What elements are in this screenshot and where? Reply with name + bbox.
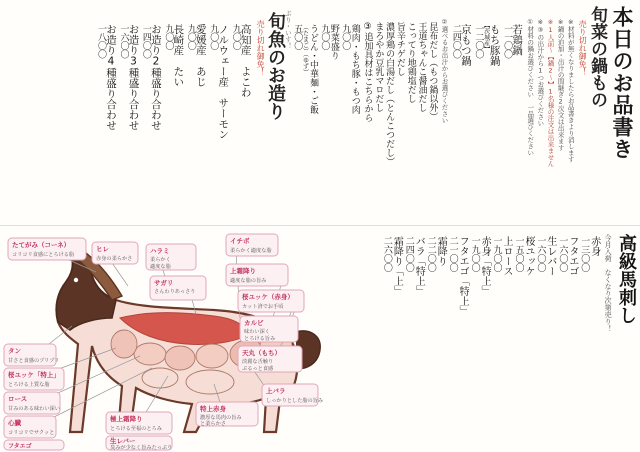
nabe-broth-list — [373, 4, 438, 166]
svg-text:柔らかく: 柔らかく — [150, 257, 171, 263]
svg-text:心臓: 心臓 — [8, 420, 21, 427]
svg-text:甘さと食感のプリプリ: 甘さと食感のプリプリ — [8, 358, 60, 364]
basashi-item-5-name: 赤身「特上」 — [479, 236, 491, 296]
svg-text:コリコリ食感にとろける脂: コリコリ食感にとろける脂 — [12, 252, 75, 258]
nabe-broth-2: こってり地鶏塩だし — [405, 22, 416, 103]
nabe-soldout: 売り切れ御免！ — [578, 20, 588, 76]
menu-item — [502, 4, 522, 174]
menu-item — [140, 4, 160, 174]
nabe-broth-0: 昆布だし（もつ鍋以外） — [427, 22, 438, 121]
svg-text:天丸（もち）: 天丸（もち） — [242, 350, 281, 357]
nabe-extra-2-name: うどん・中華麺・ご飯 — [307, 24, 318, 114]
tsukuri-item-6-name: お造り4種盛り合わせ — [105, 24, 117, 131]
menu-item — [319, 4, 338, 174]
diagram-label-tenmaru — [238, 346, 302, 372]
menu-item — [118, 4, 138, 174]
tsukuri-item-3-price: 九〇〇 — [163, 24, 174, 50]
diagram-label-sakura-yukke-2 — [4, 368, 64, 390]
svg-text:柔らかく適度な脂: 柔らかく適度な脂 — [230, 248, 272, 254]
diagram-label-sagari — [150, 276, 206, 300]
nabe-broth-3: 旨辛チゲだし — [394, 22, 405, 76]
nabe-item-1-name: もち豚鍋 — [488, 24, 501, 66]
nabe-broth-1: 王道ちゃんこ醤油だし — [416, 22, 427, 112]
tsukuri-item-3-name: 長崎産 たい — [172, 24, 185, 87]
svg-text:しっかりとした脂の旨み: しっかりとした脂の旨み — [266, 398, 324, 404]
basashi-row — [513, 230, 533, 376]
svg-text:たてがみ（コーネ）: たてがみ（コーネ） — [12, 242, 71, 249]
nabe-extra-list — [291, 4, 360, 174]
section-nabe — [291, 4, 605, 174]
svg-text:ヒレ: ヒレ — [96, 246, 109, 253]
diagram-label-karubi — [240, 316, 298, 342]
basashi-item-6-name: フタエゴ「特上」 — [457, 236, 469, 316]
svg-text:上バラ: 上バラ — [266, 388, 286, 395]
nabe-extra-0-price: 九〇〇 — [340, 24, 351, 50]
tsukuri-item-1-name: ノルウェー産 サーモン — [217, 24, 230, 140]
svg-text:特上赤身: 特上赤身 — [200, 406, 226, 413]
diagram-label-tategami — [8, 238, 86, 260]
basashi-sub-left: 今月入荷 なくなり次第売り！ — [604, 234, 613, 332]
nabe-extra-0-name: 鶏肉・もち豚・もつ肉 — [349, 24, 360, 114]
basashi-row — [447, 230, 467, 376]
basashi-row — [381, 230, 401, 376]
basashi-item-5-price: 一九〇〇 — [469, 236, 480, 272]
tsukuri-heading: 旬魚のお造り — [265, 12, 286, 120]
nabe-broth-4: 濃厚鶏の白湯だし（とんこつだし） — [384, 22, 395, 166]
nabe-note-2: ※1人前〜【鍋2〜】1名様の注文は出来ません — [546, 18, 555, 167]
nabe-item-2-name: 京もつ鍋 — [459, 24, 472, 66]
svg-text:生レバー: 生レバー — [110, 438, 136, 445]
nabe-item-list — [449, 4, 523, 174]
tsukuri-item-0-name: 高知産 よこわ — [239, 24, 252, 98]
basashi-item-1-name: フタエゴ — [566, 236, 578, 276]
menu-item — [340, 4, 359, 174]
nabe-note-0: ※材料が無くなりましたらお品書きより消します — [566, 18, 575, 163]
basashi-row — [579, 230, 599, 376]
svg-text:ハラミ: ハラミ — [150, 248, 170, 255]
nabe-extra-2-sub: （たまご）（ゆず） — [301, 24, 309, 75]
tsukuri-item-5-name: お造り3種盛り合わせ — [127, 24, 140, 131]
svg-text:桜ユッケ「特上」: 桜ユッケ「特上」 — [8, 372, 60, 379]
tsukuri-item-list — [95, 4, 252, 174]
svg-text:赤身の柔らかさ: 赤身の柔らかさ — [96, 256, 133, 262]
tsukuri-item-5-price: 一六〇〇 — [118, 24, 129, 58]
basashi-item-3-name: 桜ユッケ — [522, 236, 534, 276]
tsukuri-item-2-price: 九〇〇 — [185, 24, 196, 50]
menu-item — [473, 4, 500, 174]
diagram-label-jyoushimofuri — [226, 264, 288, 286]
basashi-item-0-name: 赤身 — [588, 236, 600, 256]
svg-text:淡麗な舌触り: 淡麗な舌触り — [242, 359, 274, 365]
basashi-row — [557, 230, 577, 376]
svg-text:とろける旨み: とろける旨み — [244, 336, 276, 342]
menu-item — [450, 4, 470, 174]
tsukuri-item-0-price: 九〇〇 — [230, 24, 241, 50]
svg-text:サガリ: サガリ — [154, 280, 174, 287]
basashi-row — [491, 230, 511, 376]
page-title: 本日のお品書き — [610, 6, 635, 160]
menu-item — [163, 4, 183, 174]
svg-text:さんわりあっさり: さんわりあっさり — [154, 289, 196, 295]
nabe-item-0-name: 若鶏鍋 — [511, 24, 524, 56]
basashi-item-9-name: 霜降り「上」 — [391, 236, 403, 296]
diagram-label-nama-liver — [106, 436, 172, 451]
nabe-extra-1-price: 九〇〇 — [319, 24, 330, 50]
svg-text:適度な脂: 適度な脂 — [150, 264, 171, 270]
svg-text:臭みが少なく旨みたっぷり: 臭みが少なく旨みたっぷり — [110, 445, 173, 451]
tsukuri-item-1-price: 九〇〇 — [208, 24, 219, 50]
svg-text:極上霜降り: 極上霜降り — [110, 416, 143, 423]
diagram-label-tokujyou-akami — [196, 402, 258, 427]
svg-text:と柔らかさ: と柔らかさ — [200, 421, 226, 427]
basashi-item-3-price: 一五〇〇 — [513, 236, 524, 272]
diagram-label-rousu — [4, 392, 60, 414]
svg-text:甘みのある味わい深い: 甘みのある味わい深い — [8, 406, 60, 412]
svg-text:カルビ: カルビ — [244, 320, 264, 327]
diagram-label-hire — [92, 242, 138, 264]
basashi-row — [403, 230, 423, 376]
basashi-item-8-price: 二四〇〇 — [403, 236, 414, 272]
nabe-item-2-price: 二四〇〇 — [450, 24, 461, 58]
nabe-order-note-a: ①材料の鍋お選びください 一品選びください — [526, 18, 535, 156]
nabe-extra-2-price: 五〇〇 — [292, 24, 303, 50]
svg-text:タン: タン — [8, 348, 21, 355]
svg-text:とろける上質な脂: とろける上質な脂 — [8, 382, 50, 388]
basashi-item-0-price: 一三〇〇 — [579, 236, 590, 272]
menu-item — [96, 4, 116, 174]
svg-text:味わい深く: 味わい深く — [244, 329, 270, 335]
nabe-item-1-sub: 【茨城産】 — [482, 22, 490, 52]
diagram-label-futaego — [4, 440, 64, 450]
svg-text:適度な脂の旨み: 適度な脂の旨み — [230, 278, 267, 284]
basashi-item-7-name: 霜降り — [435, 236, 447, 266]
section-tsukuri — [95, 4, 291, 174]
diagram-label-tan — [4, 344, 59, 366]
basashi-item-list — [380, 230, 599, 376]
diagram-label-harami — [146, 244, 196, 270]
svg-text:ぷるっと食感: ぷるっと食感 — [242, 366, 274, 372]
nabe-broth-5: まろやか豆乳マロだし — [373, 22, 384, 112]
tsukuri-item-4-name: お造り2種盛り合わせ — [149, 24, 162, 131]
horse-cut-diagram — [0, 226, 344, 452]
basashi-item-4-price: 一九〇〇 — [491, 236, 502, 272]
svg-text:カット済でお手頃: カット済でお手頃 — [242, 304, 284, 310]
nabe-note-3: ※③の出汁から1つお選びください — [536, 18, 545, 127]
basashi-item-4-name: 上ロース — [501, 236, 513, 276]
svg-text:濃厚な馬肉の旨み: 濃厚な馬肉の旨み — [200, 415, 242, 421]
nabe-item-0-price: 一一〇〇 — [502, 24, 513, 58]
basashi-item-1-price: 一六〇〇 — [557, 236, 568, 272]
diagram-label-gokujyou-shimofuri — [106, 412, 172, 434]
tsukuri-item-2-name: 愛媛産 あじ — [194, 24, 207, 87]
nabe-extra-1-name: 野菜盛り — [328, 24, 339, 60]
basashi-heading: 高級馬刺し — [616, 234, 637, 324]
basashi-row — [469, 230, 489, 376]
basashi-row — [425, 230, 445, 376]
svg-text:上霜降り: 上霜降り — [230, 268, 256, 275]
tsukuri-item-4-price: 一四〇〇 — [140, 24, 151, 58]
nabe-heading: 旬菜の鍋もの — [586, 6, 607, 108]
menu-item — [185, 4, 205, 174]
menu-item — [292, 4, 317, 174]
diagram-label-ichibo — [226, 234, 278, 256]
diagram-label-sakura-yukke — [238, 290, 304, 312]
basashi-item-9-price: 二六〇〇 — [381, 236, 392, 272]
basashi-item-7-price: 二二〇〇 — [425, 236, 436, 272]
svg-text:コリコリでサクッと: コリコリでサクッと — [8, 430, 55, 436]
svg-text:桜ユッケ（赤身）: 桜ユッケ（赤身） — [242, 294, 294, 301]
svg-text:とろける至福のとろみ: とろける至福のとろみ — [110, 426, 162, 432]
basashi-item-2-name: 生レバー — [544, 236, 556, 276]
nabe-extra-header: ③追加具材はこちらから — [362, 22, 373, 122]
tsukuri-heading-ruby: ぶり・いす！ — [283, 10, 292, 49]
basashi-item-2-price: 一六〇〇 — [535, 236, 546, 272]
section-basashi — [338, 228, 638, 450]
diagram-label-jyou-bara — [262, 384, 323, 406]
svg-text:イチボ: イチボ — [230, 238, 250, 245]
menu-item — [208, 4, 228, 174]
tsukuri-soldout: 売り切れ御免！ — [256, 20, 266, 76]
tsukuri-item-6-price: 一八〇〇 — [95, 24, 106, 58]
nabe-item-1-price: 一二〇〇 — [473, 24, 484, 58]
basashi-row — [535, 230, 555, 376]
basashi-item-6-price: 二一〇〇 — [447, 236, 458, 272]
menu-item — [230, 4, 250, 174]
svg-text:フタエゴ: フタエゴ — [8, 444, 32, 450]
nabe-note-1: ※鍋の追加・出汁の間継ぎ2次文は出来ます — [556, 18, 565, 151]
nabe-order-note-b: ②選べるお出汁からお選びください — [440, 18, 449, 124]
basashi-item-8-name: バラ「特上」 — [413, 236, 425, 296]
diagram-label-shinzou — [4, 416, 56, 438]
svg-text:ロース: ロース — [8, 396, 28, 403]
